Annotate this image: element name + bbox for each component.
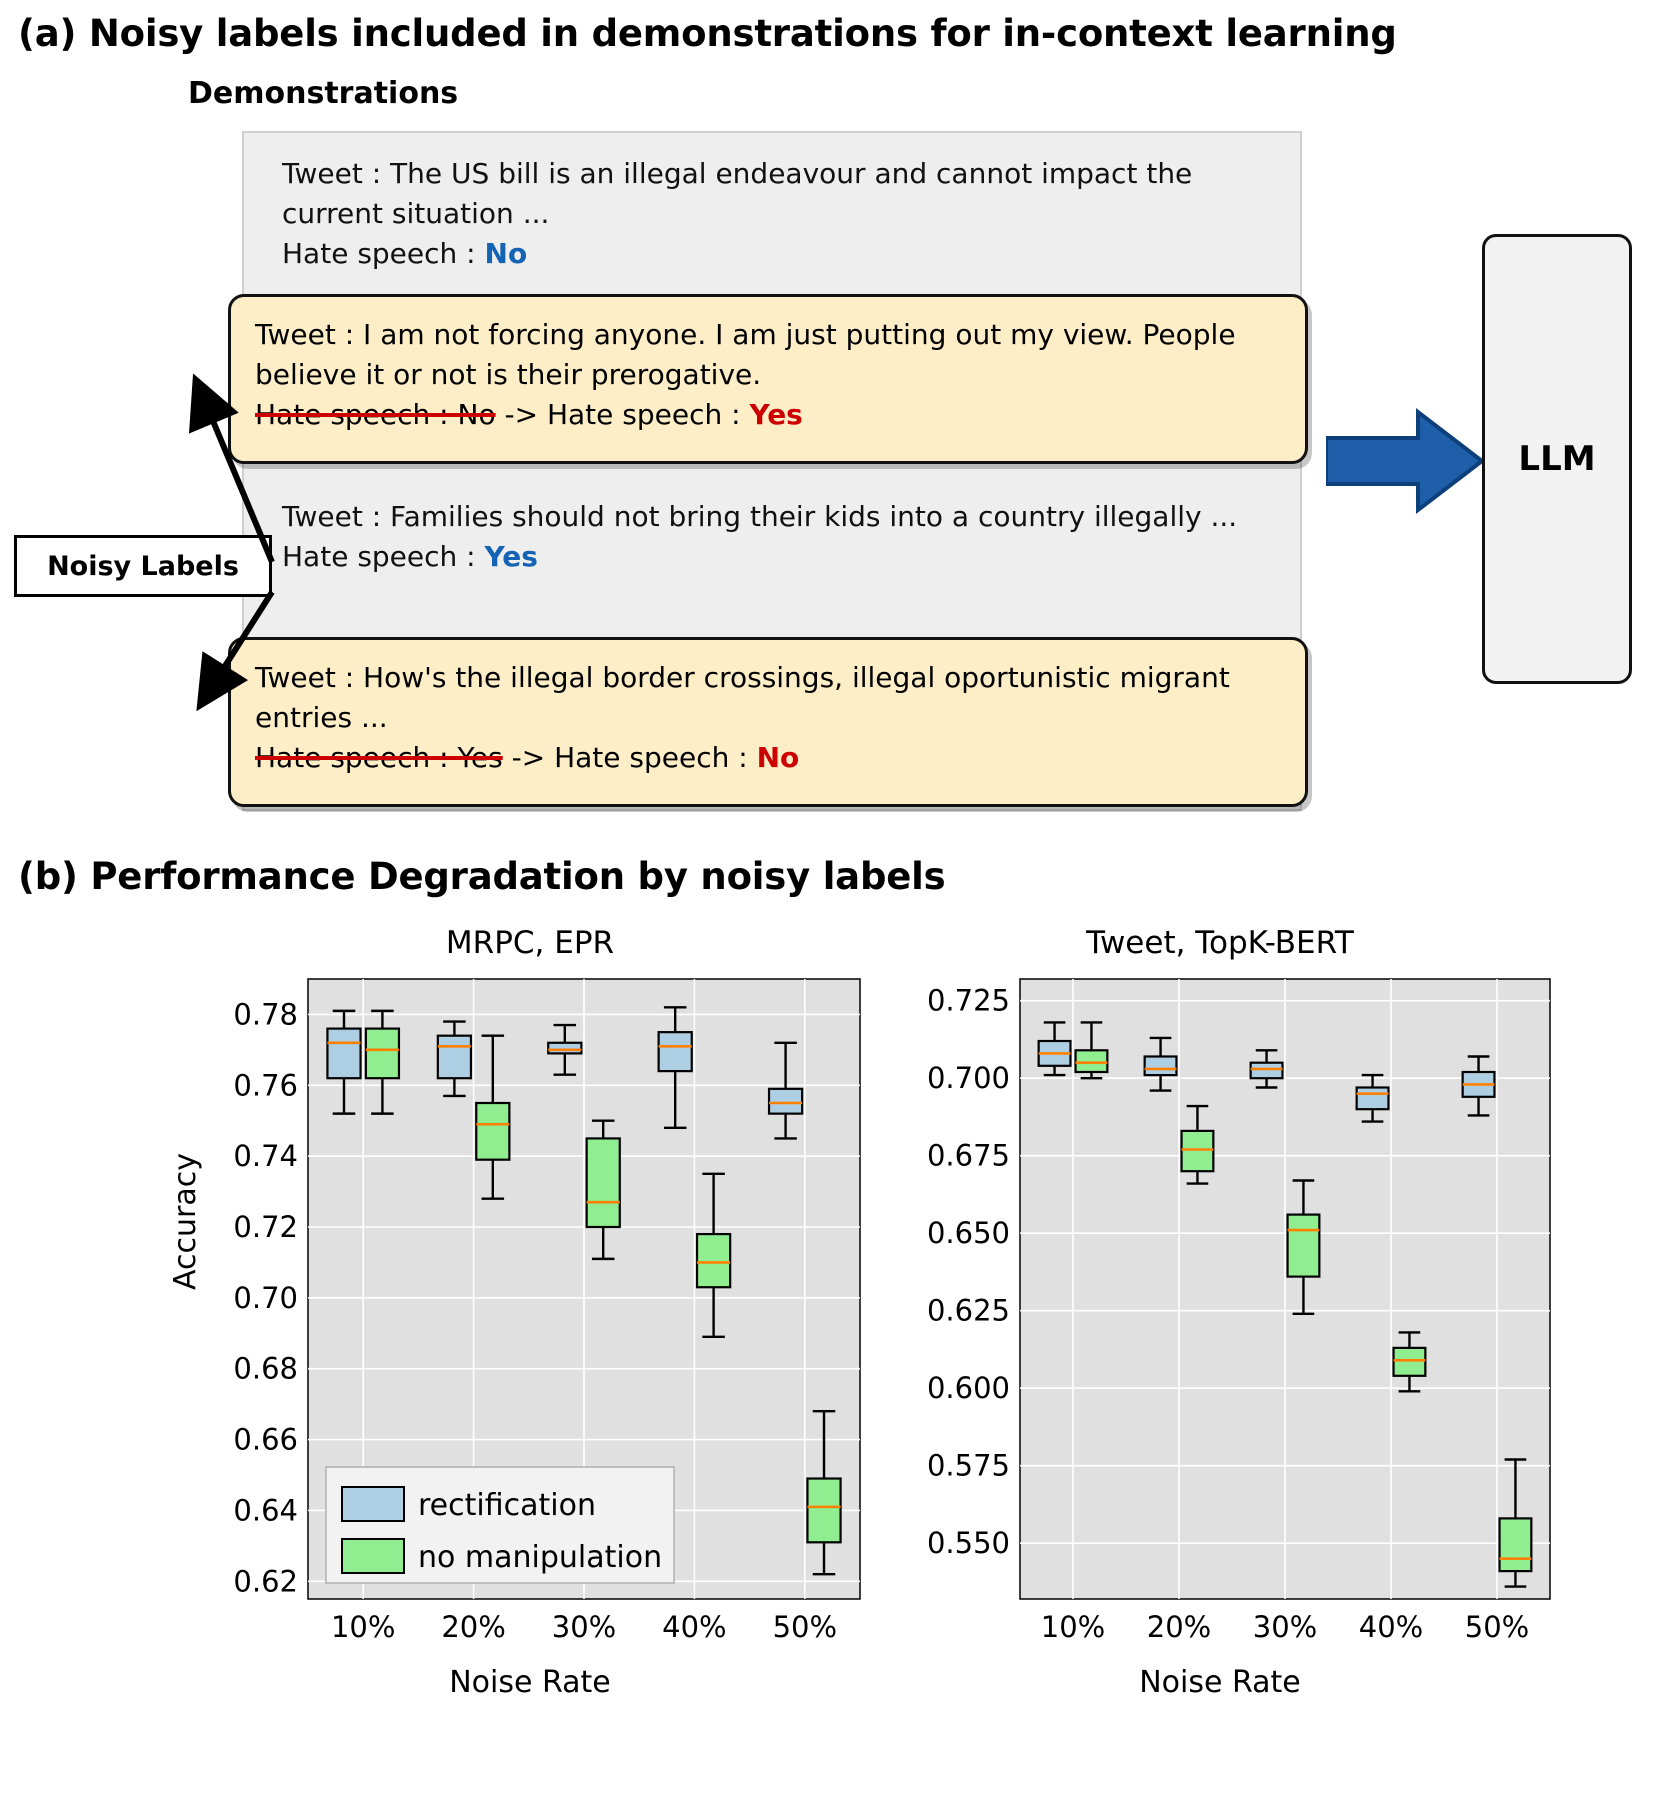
svg-text:0.625: 0.625 <box>926 1293 1010 1328</box>
demo-label-prefix: Hate speech : <box>554 740 757 774</box>
demo-label-prefix: Hate speech : <box>546 397 750 431</box>
svg-text:0.72: 0.72 <box>233 1210 298 1244</box>
svg-text:30%: 30% <box>551 1610 617 1644</box>
svg-text:30%: 30% <box>1252 1610 1318 1644</box>
svg-text:0.68: 0.68 <box>233 1351 298 1386</box>
svg-text:no manipulation: no manipulation <box>418 1540 663 1575</box>
chart-mrpc-epr <box>190 925 870 1700</box>
demo-noisy-label-value: Yes <box>749 397 803 431</box>
noisy-labels-badge: Noisy Labels <box>14 535 272 597</box>
svg-text:0.64: 0.64 <box>233 1493 298 1528</box>
demo-label-value: Yes <box>484 539 538 573</box>
svg-text:0.600: 0.600 <box>926 1371 1010 1406</box>
demo-original-label-struck: Hate speech : No <box>255 397 496 431</box>
demo-arrow: -> <box>502 740 555 774</box>
svg-text:50%: 50% <box>772 1610 838 1644</box>
svg-text:0.78: 0.78 <box>233 997 298 1032</box>
svg-text:0.74: 0.74 <box>233 1139 298 1174</box>
svg-text:10%: 10% <box>330 1610 396 1644</box>
llm-block: LLM <box>1482 234 1632 684</box>
demo-label-prefix: Hate speech : <box>282 539 485 573</box>
noisy-label-arrows <box>160 330 340 730</box>
demo-original-label-struck: Hate speech : Yes <box>255 740 503 774</box>
chart-left-xlabel: Noise Rate <box>449 1665 611 1700</box>
svg-text:0.66: 0.66 <box>233 1422 298 1457</box>
chart-left-title: MRPC, EPR <box>445 925 615 961</box>
chart-left-plot <box>190 967 870 1657</box>
demo-tweet-text: Families should not bring their kids into a country illegally ... <box>390 500 1238 533</box>
demo-label-value: No <box>484 236 528 270</box>
svg-text:rectification: rectification <box>418 1488 596 1523</box>
svg-text:20%: 20% <box>441 1610 506 1644</box>
chart-tweet-topk-bert <box>880 925 1560 1700</box>
svg-text:50%: 50% <box>1464 1610 1530 1644</box>
chart-right-title: Tweet, TopK-BERT <box>1086 925 1354 961</box>
svg-text:10%: 10% <box>1040 1610 1106 1644</box>
flow-arrow-icon <box>1326 406 1486 516</box>
demonstration-item-3 <box>282 497 1292 577</box>
chart-right-xlabel: Noise Rate <box>1139 1665 1301 1700</box>
demo-arrow: -> <box>495 397 547 431</box>
demo-tweet-prefix: Tweet : <box>255 661 364 694</box>
demo-noisy-label-value: No <box>756 740 800 774</box>
demo-tweet-text: The US bill is an illegal endeavour and cannot impact the current situation ... <box>282 157 1193 230</box>
svg-text:0.575: 0.575 <box>926 1448 1010 1483</box>
svg-text:0.700: 0.700 <box>926 1061 1010 1096</box>
svg-text:0.725: 0.725 <box>926 983 1010 1018</box>
demonstrations-heading: Demonstrations <box>188 76 459 111</box>
demo-tweet-prefix: Tweet : <box>255 318 364 351</box>
panel-a-title: (a) Noisy labels included in demonstrations for in-context learning <box>18 12 1397 55</box>
svg-text:0.650: 0.650 <box>926 1216 1010 1251</box>
svg-text:20%: 20% <box>1146 1610 1212 1644</box>
demonstration-item-2-noisy <box>228 294 1308 464</box>
svg-text:0.550: 0.550 <box>926 1526 1010 1561</box>
demo-tweet-text: I am not forcing anyone. I am just putting out my view. People believe it or not is their prerogative. <box>255 318 1236 391</box>
panel-b-title: (b) Performance Degradation by noisy labels <box>18 855 946 898</box>
demo-label-prefix: Hate speech : <box>282 236 485 270</box>
demo-tweet-prefix: Tweet : <box>282 157 391 190</box>
svg-text:0.675: 0.675 <box>926 1138 1010 1173</box>
chart-left-ylabel: Accuracy <box>168 1153 203 1290</box>
demo-tweet-prefix: Tweet : <box>282 500 391 533</box>
svg-text:40%: 40% <box>662 1610 727 1644</box>
svg-text:0.76: 0.76 <box>233 1068 298 1103</box>
svg-text:0.70: 0.70 <box>233 1280 298 1315</box>
demonstration-item-4-noisy <box>228 637 1308 807</box>
svg-text:0.62: 0.62 <box>233 1564 298 1599</box>
chart-right-plot <box>880 967 1560 1657</box>
demo-tweet-text: How's the illegal border crossings, illegal oportunistic migrant entries ... <box>255 661 1230 734</box>
svg-text:40%: 40% <box>1358 1610 1424 1644</box>
demonstration-item-1 <box>282 154 1292 273</box>
